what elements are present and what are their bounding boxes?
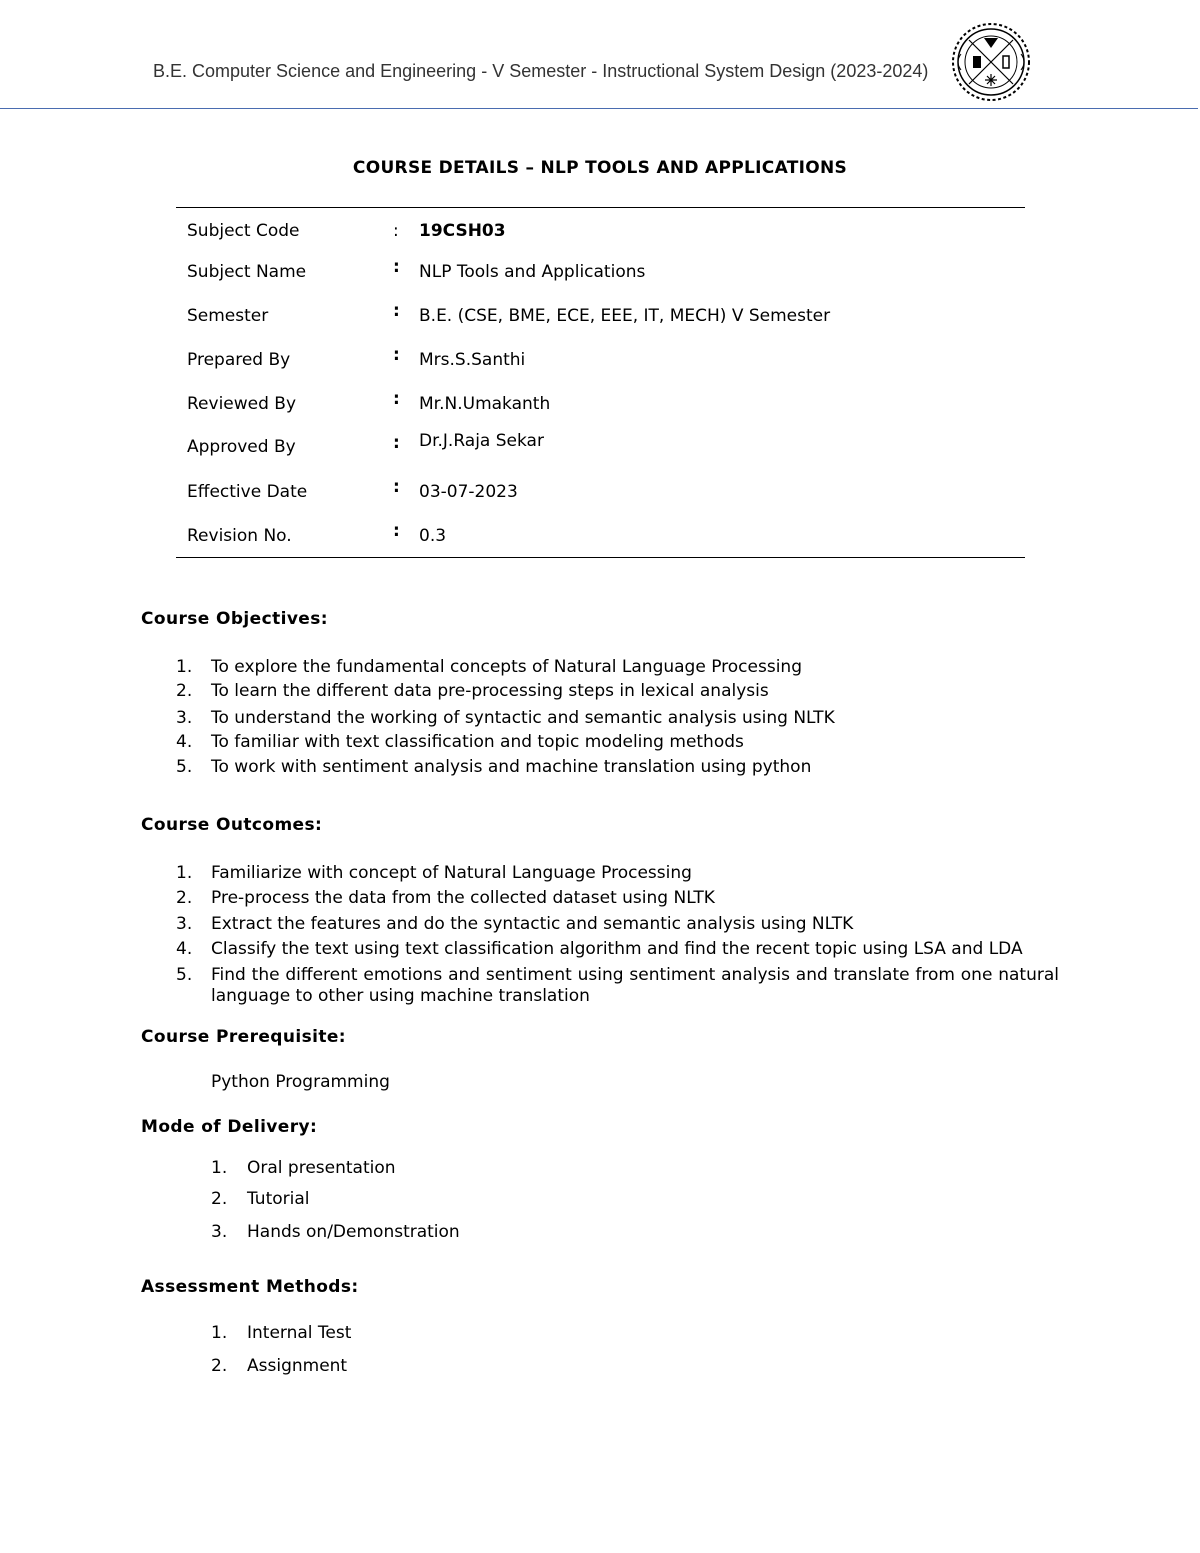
detail-value: 19CSH03	[419, 221, 506, 241]
list-text: Extract the features and do the syntactic and semantic analysis using NLTK	[211, 914, 854, 934]
list-text: Assignment	[247, 1356, 348, 1376]
detail-separator: :	[393, 433, 400, 453]
detail-row-subject-code	[187, 221, 1017, 247]
list-number: 4.	[176, 732, 193, 752]
detail-value: Mr.N.Umakanth	[419, 394, 551, 414]
header-divider	[0, 108, 1198, 109]
list-text: Hands on/Demonstration	[247, 1222, 460, 1242]
list-number: 5.	[176, 757, 193, 777]
list-number: 3.	[176, 708, 193, 728]
detail-separator: :	[393, 345, 400, 365]
detail-label: Semester	[187, 306, 269, 326]
list-number: 1.	[211, 1323, 228, 1343]
list-text-wrapped: Find the different emotions and sentiment using sentiment analysis and translate from one natural language to other using machine translation	[211, 965, 1059, 1006]
list-text: Familiarize with concept of Natural Language Processing	[211, 863, 692, 883]
list-text: To work with sentiment analysis and machine translation using python	[211, 757, 812, 777]
table-bottom-rule	[176, 557, 1025, 558]
list-number: 1.	[176, 657, 193, 677]
detail-value: 03-07-2023	[419, 482, 518, 502]
detail-label: Subject Name	[187, 262, 307, 282]
detail-label: Effective Date	[187, 482, 308, 502]
detail-separator: :	[393, 389, 400, 409]
list-number: 5.	[176, 965, 193, 985]
detail-label: Subject Code	[187, 221, 300, 241]
list-text: To learn the different data pre-processing steps in lexical analysis	[211, 681, 769, 701]
list-text: To understand the working of syntactic and semantic analysis using NLTK	[211, 708, 835, 728]
delivery-heading: Mode of Delivery:	[141, 1117, 318, 1137]
list-text: Internal Test	[247, 1323, 352, 1343]
list-number: 2.	[176, 681, 193, 701]
detail-separator: :	[393, 221, 399, 241]
detail-value: Dr.J.Raja Sekar	[419, 431, 544, 451]
table-top-rule	[176, 207, 1025, 208]
detail-value: Mrs.S.Santhi	[419, 350, 526, 370]
detail-separator: :	[393, 257, 400, 277]
outcomes-heading: Course Outcomes:	[141, 815, 323, 835]
detail-row-subject-name	[187, 257, 1017, 288]
detail-label: Revision No.	[187, 526, 292, 546]
detail-row-reviewed-by	[187, 389, 1017, 420]
list-number: 2.	[176, 888, 193, 908]
list-number: 3.	[176, 914, 193, 934]
objectives-heading: Course Objectives:	[141, 609, 328, 629]
list-text: To explore the fundamental concepts of Natural Language Processing	[211, 657, 802, 677]
document-title: COURSE DETAILS – NLP TOOLS AND APPLICATIONS	[352, 158, 848, 178]
list-number: 1.	[211, 1158, 228, 1178]
detail-separator: :	[393, 477, 400, 497]
detail-label: Reviewed By	[187, 394, 297, 414]
list-number: 2.	[211, 1356, 228, 1376]
list-number: 4.	[176, 939, 193, 959]
detail-row-approved-by	[187, 431, 1017, 463]
prerequisite-text: Python Programming	[211, 1072, 390, 1092]
detail-value: NLP Tools and Applications	[419, 262, 646, 282]
detail-label: Approved By	[187, 437, 296, 457]
list-text: To familiar with text classification and topic modeling methods	[211, 732, 744, 752]
institution-logo-icon	[948, 20, 1034, 104]
detail-separator: :	[393, 301, 400, 321]
list-number: 3.	[211, 1222, 228, 1242]
detail-row-prepared-by	[187, 345, 1017, 376]
detail-row-revision-no	[187, 521, 1017, 552]
list-number: 1.	[176, 863, 193, 883]
detail-separator: :	[393, 521, 400, 541]
detail-value: B.E. (CSE, BME, ECE, EEE, IT, MECH) V Semester	[419, 306, 831, 326]
assessment-heading: Assessment Methods:	[141, 1277, 359, 1297]
list-text: Pre-process the data from the collected dataset using NLTK	[211, 888, 715, 908]
list-text: Oral presentation	[247, 1158, 396, 1178]
detail-row-effective-date	[187, 477, 1017, 508]
prerequisite-heading: Course Prerequisite:	[141, 1027, 346, 1047]
detail-value: 0.3	[419, 526, 447, 546]
header-title: B.E. Computer Science and Engineering - V Semester - Instructional System Design (2023-2024)	[153, 61, 929, 81]
detail-row-semester	[187, 301, 1017, 332]
list-text: Tutorial	[247, 1189, 310, 1209]
list-number: 2.	[211, 1189, 228, 1209]
detail-label: Prepared By	[187, 350, 291, 370]
list-text: Classify the text using text classification algorithm and find the recent topic using LSA and LDA	[211, 939, 1023, 959]
